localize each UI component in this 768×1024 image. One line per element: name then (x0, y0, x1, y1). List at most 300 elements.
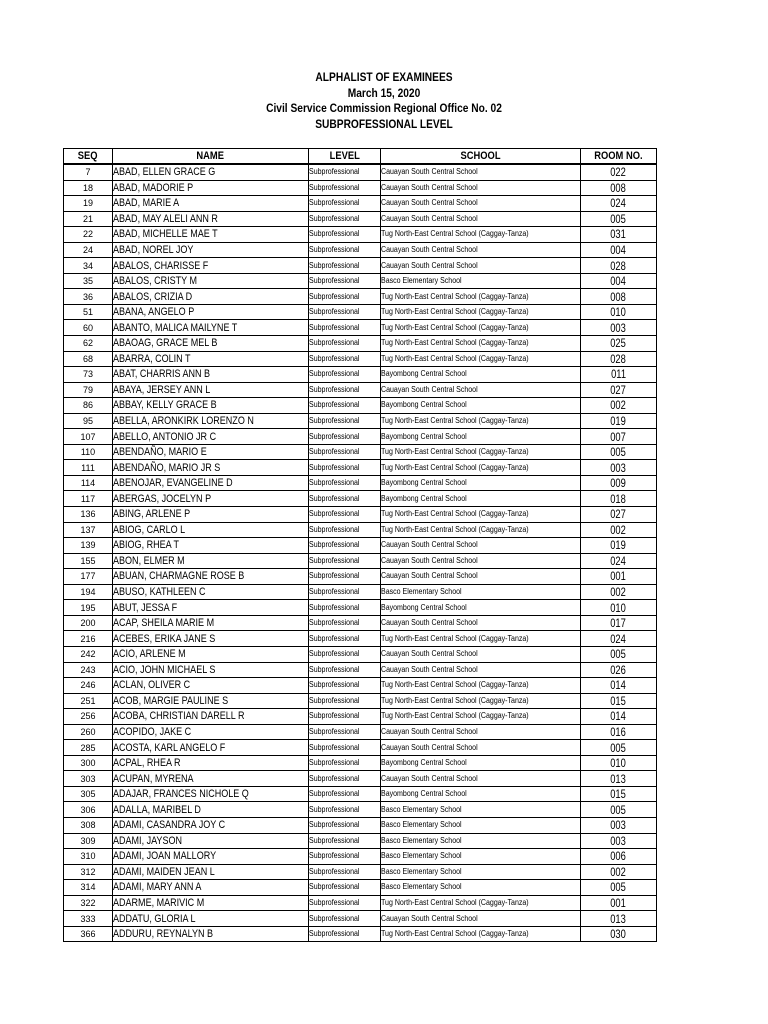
seq-cell: 194 (64, 584, 113, 600)
room-cell: 019 (581, 538, 657, 554)
room-cell: 003 (581, 817, 657, 833)
room-cell: 031 (581, 227, 657, 243)
room-cell: 018 (581, 491, 657, 507)
level-cell: Subprofessional (309, 491, 381, 507)
level-cell: Subprofessional (309, 382, 381, 398)
level-cell: Subprofessional (309, 693, 381, 709)
table-row (64, 864, 657, 880)
document-title: ALPHALIST OF EXAMINEES (315, 70, 453, 84)
seq-cell: 306 (64, 802, 113, 818)
seq-cell: 305 (64, 786, 113, 802)
school-cell: Cauayan South Central School (381, 724, 581, 740)
seq-cell: 137 (64, 522, 113, 538)
school-cell: Bayombong Central School (381, 429, 581, 445)
room-cell: 027 (581, 382, 657, 398)
room-cell: 002 (581, 398, 657, 414)
room-cell: 019 (581, 413, 657, 429)
seq-cell: 303 (64, 771, 113, 787)
name-cell: ACIO, JOHN MICHAEL S (113, 662, 309, 678)
school-cell: Tug North-East Central School (Caggay-Tanza) (381, 304, 581, 320)
seq-cell: 21 (64, 211, 113, 227)
table-row (64, 584, 657, 600)
school-cell: Tug North-East Central School (Caggay-Tanza) (381, 351, 581, 367)
name-cell: ABAD, MADORIE P (113, 180, 309, 196)
room-cell: 001 (581, 895, 657, 911)
level-cell: Subprofessional (309, 926, 381, 942)
name-cell: ABARRA, COLIN T (113, 351, 309, 367)
name-cell: ADALLA, MARIBEL D (113, 802, 309, 818)
name-cell: ABAD, NOREL JOY (113, 242, 309, 258)
school-cell: Tug North-East Central School (Caggay-Tanza) (381, 926, 581, 942)
table-row (64, 289, 657, 305)
name-cell: ADARME, MARIVIC M (113, 895, 309, 911)
seq-cell: 73 (64, 367, 113, 383)
level-cell: Subprofessional (309, 429, 381, 445)
level-cell: Subprofessional (309, 569, 381, 585)
room-cell: 017 (581, 615, 657, 631)
school-cell: Cauayan South Central School (381, 771, 581, 787)
name-cell: ABAYA, JERSEY ANN L (113, 382, 309, 398)
name-cell: ABAD, MARIE A (113, 196, 309, 212)
level-cell: Subprofessional (309, 646, 381, 662)
school-cell: Tug North-East Central School (Caggay-Tanza) (381, 709, 581, 725)
room-cell: 009 (581, 475, 657, 491)
room-cell: 005 (581, 211, 657, 227)
school-cell: Basco Elementary School (381, 584, 581, 600)
table-row (64, 336, 657, 352)
table-row (64, 693, 657, 709)
seq-cell: 139 (64, 538, 113, 554)
room-cell: 010 (581, 600, 657, 616)
level-cell: Subprofessional (309, 242, 381, 258)
school-cell: Basco Elementary School (381, 833, 581, 849)
level-cell: Subprofessional (309, 258, 381, 274)
room-cell: 015 (581, 693, 657, 709)
room-cell: 010 (581, 304, 657, 320)
table-row (64, 724, 657, 740)
school-cell: Tug North-East Central School (Caggay-Tanza) (381, 895, 581, 911)
level-cell: Subprofessional (309, 336, 381, 352)
column-header-seq: SEQ (64, 149, 113, 165)
school-cell: Cauayan South Central School (381, 911, 581, 927)
table-row (64, 802, 657, 818)
seq-cell: 111 (64, 460, 113, 476)
level-cell: Subprofessional (309, 227, 381, 243)
table-row (64, 320, 657, 336)
school-cell: Bayombong Central School (381, 491, 581, 507)
seq-cell: 19 (64, 196, 113, 212)
school-cell: Cauayan South Central School (381, 740, 581, 756)
school-cell: Cauayan South Central School (381, 569, 581, 585)
room-cell: 027 (581, 507, 657, 523)
school-cell: Tug North-East Central School (Caggay-Tanza) (381, 413, 581, 429)
table-row (64, 273, 657, 289)
name-cell: ABAD, MAY ALELI ANN R (113, 211, 309, 227)
seq-cell: 155 (64, 553, 113, 569)
level-cell: Subprofessional (309, 460, 381, 476)
table-row (64, 522, 657, 538)
level-cell: Subprofessional (309, 196, 381, 212)
level-cell: Subprofessional (309, 895, 381, 911)
name-cell: ABIOG, RHEA T (113, 538, 309, 554)
school-cell: Cauayan South Central School (381, 211, 581, 227)
seq-cell: 18 (64, 180, 113, 196)
seq-cell: 24 (64, 242, 113, 258)
document-header (58, 70, 711, 132)
name-cell: ABALOS, CRISTY M (113, 273, 309, 289)
level-cell: Subprofessional (309, 615, 381, 631)
table-row (64, 709, 657, 725)
school-cell: Basco Elementary School (381, 817, 581, 833)
name-cell: ADAMI, MAIDEN JEAN L (113, 864, 309, 880)
seq-cell: 35 (64, 273, 113, 289)
seq-cell: 256 (64, 709, 113, 725)
table-row (64, 398, 657, 414)
seq-cell: 216 (64, 631, 113, 647)
level-cell: Subprofessional (309, 678, 381, 694)
table-row (64, 833, 657, 849)
table-row (64, 786, 657, 802)
name-cell: ABELLA, ARONKIRK LORENZO N (113, 413, 309, 429)
table-row (64, 460, 657, 476)
seq-cell: 110 (64, 444, 113, 460)
school-cell: Cauayan South Central School (381, 615, 581, 631)
table-row (64, 413, 657, 429)
seq-cell: 60 (64, 320, 113, 336)
level-cell: Subprofessional (309, 180, 381, 196)
seq-cell: 34 (64, 258, 113, 274)
column-header-level: LEVEL (309, 149, 381, 165)
room-cell: 005 (581, 740, 657, 756)
seq-cell: 7 (64, 164, 113, 180)
room-cell: 025 (581, 336, 657, 352)
school-cell: Cauayan South Central School (381, 538, 581, 554)
level-cell: Subprofessional (309, 584, 381, 600)
name-cell: ACOPIDO, JAKE C (113, 724, 309, 740)
table-row (64, 646, 657, 662)
table-row (64, 553, 657, 569)
column-header-school: SCHOOL (381, 149, 581, 165)
name-cell: ACOB, MARGIE PAULINE S (113, 693, 309, 709)
seq-cell: 260 (64, 724, 113, 740)
room-cell: 024 (581, 553, 657, 569)
level-cell: Subprofessional (309, 304, 381, 320)
seq-cell: 312 (64, 864, 113, 880)
name-cell: ADAMI, JOAN MALLORY (113, 849, 309, 865)
room-cell: 013 (581, 771, 657, 787)
room-cell: 028 (581, 351, 657, 367)
seq-cell: 22 (64, 227, 113, 243)
table-row (64, 662, 657, 678)
table-row (64, 755, 657, 771)
level-cell: Subprofessional (309, 553, 381, 569)
table-row (64, 926, 657, 942)
level-cell: Subprofessional (309, 413, 381, 429)
name-cell: ADDATU, GLORIA L (113, 911, 309, 927)
school-cell: Cauayan South Central School (381, 258, 581, 274)
table-row (64, 242, 657, 258)
level-cell: Subprofessional (309, 211, 381, 227)
table-row (64, 304, 657, 320)
seq-cell: 366 (64, 926, 113, 942)
table-header-row (64, 149, 657, 165)
level-cell: Subprofessional (309, 864, 381, 880)
regional-office: Civil Service Commission Regional Office No. 02 (266, 101, 502, 115)
name-cell: ADAMI, JAYSON (113, 833, 309, 849)
room-cell: 016 (581, 724, 657, 740)
school-cell: Tug North-East Central School (Caggay-Tanza) (381, 678, 581, 694)
level-cell: Subprofessional (309, 538, 381, 554)
name-cell: ACOSTA, KARL ANGELO F (113, 740, 309, 756)
name-cell: ABBAY, KELLY GRACE B (113, 398, 309, 414)
room-cell: 024 (581, 196, 657, 212)
table-row (64, 507, 657, 523)
level-cell: Subprofessional (309, 398, 381, 414)
level-cell: Subprofessional (309, 600, 381, 616)
school-cell: Bayombong Central School (381, 475, 581, 491)
level-cell: Subprofessional (309, 662, 381, 678)
table-row (64, 569, 657, 585)
name-cell: ACIO, ARLENE M (113, 646, 309, 662)
room-cell: 010 (581, 755, 657, 771)
room-cell: 004 (581, 242, 657, 258)
seq-cell: 114 (64, 475, 113, 491)
table-row (64, 196, 657, 212)
name-cell: ABELLO, ANTONIO JR C (113, 429, 309, 445)
school-cell: Cauayan South Central School (381, 164, 581, 180)
school-cell: Bayombong Central School (381, 367, 581, 383)
table-row (64, 740, 657, 756)
room-cell: 005 (581, 802, 657, 818)
level-cell: Subprofessional (309, 289, 381, 305)
school-cell: Tug North-East Central School (Caggay-Tanza) (381, 507, 581, 523)
school-cell: Cauayan South Central School (381, 662, 581, 678)
level-cell: Subprofessional (309, 709, 381, 725)
level-cell: Subprofessional (309, 724, 381, 740)
room-cell: 011 (581, 367, 657, 383)
table-row (64, 615, 657, 631)
school-cell: Basco Elementary School (381, 849, 581, 865)
level-cell: Subprofessional (309, 833, 381, 849)
room-cell: 007 (581, 429, 657, 445)
room-cell: 030 (581, 926, 657, 942)
name-cell: ABIOG, CARLO L (113, 522, 309, 538)
name-cell: ACAP, SHEILA MARIE M (113, 615, 309, 631)
school-cell: Cauayan South Central School (381, 646, 581, 662)
table-row (64, 911, 657, 927)
name-cell: ABAT, CHARRIS ANN B (113, 367, 309, 383)
room-cell: 026 (581, 662, 657, 678)
level-cell: Subprofessional (309, 522, 381, 538)
level-cell: Subprofessional (309, 351, 381, 367)
seq-cell: 136 (64, 507, 113, 523)
seq-cell: 195 (64, 600, 113, 616)
school-cell: Tug North-East Central School (Caggay-Tanza) (381, 336, 581, 352)
level-cell: Subprofessional (309, 273, 381, 289)
name-cell: ADAMI, CASANDRA JOY C (113, 817, 309, 833)
seq-cell: 310 (64, 849, 113, 865)
table-row (64, 180, 657, 196)
level-cell: Subprofessional (309, 164, 381, 180)
level-cell: Subprofessional (309, 507, 381, 523)
room-cell: 022 (581, 164, 657, 180)
name-cell: ACEBES, ERIKA JANE S (113, 631, 309, 647)
table-row (64, 880, 657, 896)
school-cell: Cauayan South Central School (381, 196, 581, 212)
seq-cell: 308 (64, 817, 113, 833)
seq-cell: 300 (64, 755, 113, 771)
table-row (64, 771, 657, 787)
seq-cell: 314 (64, 880, 113, 896)
table-row (64, 258, 657, 274)
table-row (64, 429, 657, 445)
column-header-room: ROOM NO. (581, 149, 657, 165)
level-cell: Subprofessional (309, 755, 381, 771)
seq-cell: 62 (64, 336, 113, 352)
level-cell: Subprofessional (309, 911, 381, 927)
school-cell: Cauayan South Central School (381, 242, 581, 258)
school-cell: Bayombong Central School (381, 398, 581, 414)
school-cell: Tug North-East Central School (Caggay-Tanza) (381, 522, 581, 538)
table-row (64, 211, 657, 227)
room-cell: 028 (581, 258, 657, 274)
name-cell: ABALOS, CHARISSE F (113, 258, 309, 274)
examinees-table (63, 148, 657, 942)
name-cell: ABAOAG, GRACE MEL B (113, 336, 309, 352)
name-cell: ABENDAÑO, MARIO JR S (113, 460, 309, 476)
name-cell: ABERGAS, JOCELYN P (113, 491, 309, 507)
level-cell: Subprofessional (309, 786, 381, 802)
seq-cell: 285 (64, 740, 113, 756)
name-cell: ABON, ELMER M (113, 553, 309, 569)
seq-cell: 117 (64, 491, 113, 507)
exam-date: March 15, 2020 (347, 85, 421, 100)
room-cell: 002 (581, 522, 657, 538)
seq-cell: 251 (64, 693, 113, 709)
room-cell: 014 (581, 678, 657, 694)
school-cell: Basco Elementary School (381, 880, 581, 896)
seq-cell: 246 (64, 678, 113, 694)
seq-cell: 242 (64, 646, 113, 662)
room-cell: 002 (581, 864, 657, 880)
room-cell: 003 (581, 460, 657, 476)
room-cell: 014 (581, 709, 657, 725)
room-cell: 015 (581, 786, 657, 802)
seq-cell: 177 (64, 569, 113, 585)
table-row (64, 164, 657, 180)
name-cell: ACPAL, RHEA R (113, 755, 309, 771)
seq-cell: 200 (64, 615, 113, 631)
level-cell: Subprofessional (309, 631, 381, 647)
level-cell: Subprofessional (309, 802, 381, 818)
name-cell: ABALOS, CRIZIA D (113, 289, 309, 305)
name-cell: ABANTO, MALICA MAILYNE T (113, 320, 309, 336)
table-row (64, 631, 657, 647)
room-cell: 013 (581, 911, 657, 927)
school-cell: Tug North-East Central School (Caggay-Tanza) (381, 320, 581, 336)
school-cell: Basco Elementary School (381, 864, 581, 880)
room-cell: 005 (581, 646, 657, 662)
school-cell: Cauayan South Central School (381, 382, 581, 398)
room-cell: 006 (581, 849, 657, 865)
school-cell: Cauayan South Central School (381, 180, 581, 196)
table-row (64, 475, 657, 491)
seq-cell: 51 (64, 304, 113, 320)
room-cell: 008 (581, 289, 657, 305)
seq-cell: 95 (64, 413, 113, 429)
seq-cell: 36 (64, 289, 113, 305)
table-row (64, 382, 657, 398)
room-cell: 004 (581, 273, 657, 289)
table-row (64, 678, 657, 694)
name-cell: ACOBA, CHRISTIAN DARELL R (113, 709, 309, 725)
level-cell: Subprofessional (309, 740, 381, 756)
column-header-name: NAME (113, 149, 309, 165)
school-cell: Bayombong Central School (381, 755, 581, 771)
name-cell: ABENDAÑO, MARIO E (113, 444, 309, 460)
name-cell: ACLAN, OLIVER C (113, 678, 309, 694)
table-row (64, 849, 657, 865)
table-row (64, 600, 657, 616)
name-cell: ABANA, ANGELO P (113, 304, 309, 320)
name-cell: ABING, ARLENE P (113, 507, 309, 523)
name-cell: ABUSO, KATHLEEN C (113, 584, 309, 600)
room-cell: 005 (581, 880, 657, 896)
seq-cell: 79 (64, 382, 113, 398)
room-cell: 003 (581, 320, 657, 336)
level-cell: Subprofessional (309, 475, 381, 491)
exam-level: SUBPROFESSIONAL LEVEL (315, 116, 453, 131)
level-cell: Subprofessional (309, 367, 381, 383)
room-cell: 005 (581, 444, 657, 460)
school-cell: Tug North-East Central School (Caggay-Tanza) (381, 460, 581, 476)
table-row (64, 351, 657, 367)
level-cell: Subprofessional (309, 849, 381, 865)
school-cell: Cauayan South Central School (381, 553, 581, 569)
name-cell: ADAMI, MARY ANN A (113, 880, 309, 896)
seq-cell: 309 (64, 833, 113, 849)
table-row (64, 895, 657, 911)
school-cell: Tug North-East Central School (Caggay-Tanza) (381, 693, 581, 709)
school-cell: Bayombong Central School (381, 786, 581, 802)
seq-cell: 322 (64, 895, 113, 911)
level-cell: Subprofessional (309, 880, 381, 896)
table-row (64, 538, 657, 554)
school-cell: Basco Elementary School (381, 802, 581, 818)
level-cell: Subprofessional (309, 444, 381, 460)
school-cell: Tug North-East Central School (Caggay-Tanza) (381, 631, 581, 647)
school-cell: Tug North-East Central School (Caggay-Tanza) (381, 227, 581, 243)
name-cell: ABAD, MICHELLE MAE T (113, 227, 309, 243)
level-cell: Subprofessional (309, 771, 381, 787)
name-cell: ABUAN, CHARMAGNE ROSE B (113, 569, 309, 585)
school-cell: Tug North-East Central School (Caggay-Tanza) (381, 444, 581, 460)
name-cell: ABAD, ELLEN GRACE G (113, 164, 309, 180)
room-cell: 024 (581, 631, 657, 647)
name-cell: ABENOJAR, EVANGELINE D (113, 475, 309, 491)
level-cell: Subprofessional (309, 817, 381, 833)
seq-cell: 86 (64, 398, 113, 414)
name-cell: ADAJAR, FRANCES NICHOLE Q (113, 786, 309, 802)
table-row (64, 227, 657, 243)
room-cell: 008 (581, 180, 657, 196)
school-cell: Tug North-East Central School (Caggay-Tanza) (381, 289, 581, 305)
seq-cell: 107 (64, 429, 113, 445)
level-cell: Subprofessional (309, 320, 381, 336)
name-cell: ADDURU, REYNALYN B (113, 926, 309, 942)
seq-cell: 68 (64, 351, 113, 367)
name-cell: ABUT, JESSA F (113, 600, 309, 616)
